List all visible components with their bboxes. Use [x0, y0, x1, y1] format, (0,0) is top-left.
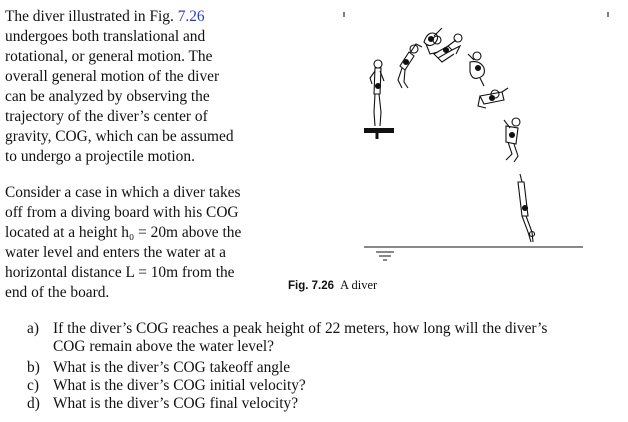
diver-pose-peak — [434, 34, 462, 62]
problem-line: off from a diving board with his COG — [5, 204, 239, 221]
figure-caption-number: Fig. 7.26 — [288, 280, 335, 292]
problem-line: Consider a case in which a diver takes — [5, 184, 241, 201]
diver-pose-takeoff — [370, 60, 384, 126]
question-marker: d) — [27, 395, 40, 412]
question-item — [27, 395, 547, 413]
diver-pose-somersault — [468, 52, 484, 86]
question-marker: b) — [27, 359, 40, 376]
diver-pose-rising — [398, 44, 422, 88]
question-item — [27, 320, 547, 356]
intro-line: overall general motion of the diver — [5, 68, 220, 85]
question-text: If the diver’s COG reaches a peak height of 22 meters, how long will the diver’s COG remain above the water level? — [53, 320, 548, 355]
problem-line: located at a height h₀ = 20m above the — [5, 224, 242, 241]
intro-line: trajectory of the diver’s center of — [5, 108, 208, 125]
question-item — [27, 377, 547, 395]
question-marker: c) — [27, 377, 39, 394]
diver-pose-rotating — [478, 88, 508, 108]
question-item — [27, 359, 547, 377]
diver-figure — [330, 2, 620, 262]
figure-caption-text: A diver — [340, 278, 378, 292]
intro-line: gravity, COG, which can be assumed — [5, 128, 234, 145]
intro-line: can be analyzed by observing the — [5, 88, 210, 105]
intro-line: undergoes both translational and — [5, 28, 206, 45]
intro-paragraph — [5, 7, 234, 167]
diving-board — [364, 128, 394, 139]
diver-pose-tuck — [424, 28, 442, 54]
diver-pose-entry — [518, 174, 535, 242]
water-surface — [364, 247, 583, 260]
problem-line: water level and enters the water at a — [5, 244, 226, 261]
figure-reference-link[interactable]: 7.26 — [177, 8, 205, 25]
problem-line: end of the board. — [5, 284, 110, 301]
problem-paragraph — [5, 183, 241, 303]
question-text: What is the diver’s COG takeoff angle — [53, 359, 291, 376]
question-text: What is the diver’s COG final velocity? — [53, 395, 299, 412]
intro-line: rotational, or general motion. The — [5, 48, 213, 65]
diver-pose-opening — [504, 118, 520, 162]
question-text: What is the diver’s COG initial velocity? — [53, 377, 306, 394]
question-list — [27, 320, 547, 413]
intro-line: to undergo a projectile motion. — [5, 148, 195, 165]
problem-line: horizontal distance L = 10m from the — [5, 264, 235, 281]
figure-caption — [288, 278, 377, 293]
intro-line: The diver illustrated in Fig. 7.26 — [5, 8, 205, 25]
question-marker: a) — [27, 320, 39, 337]
